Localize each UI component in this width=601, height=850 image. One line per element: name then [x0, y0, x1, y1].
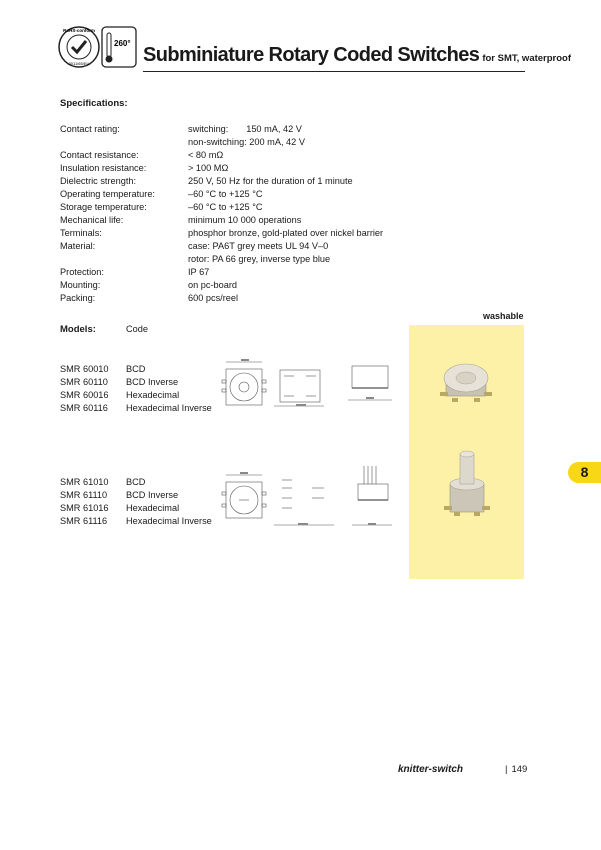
dimension-drawing-top-views: [212, 356, 406, 414]
page-number-value: 149: [511, 764, 528, 775]
model-code: BCD: [126, 477, 146, 487]
model-number: SMR 60016: [60, 390, 109, 400]
spec-label: Contact rating:: [60, 124, 120, 134]
spec-value: IP 67: [188, 267, 210, 277]
model-code: Hexadecimal: [126, 503, 180, 513]
spec-label: Terminals:: [60, 228, 102, 238]
model-code: BCD Inverse: [126, 490, 179, 500]
spec-value: non-switching: 200 mA, 42 V: [188, 137, 305, 147]
model-code: Hexadecimal: [126, 390, 180, 400]
spec-value: 600 pcs/reel: [188, 293, 239, 303]
model-number: SMR 60116: [60, 403, 108, 413]
model-number: SMR 60010: [60, 364, 109, 374]
spec-value: –60 °C to +125 °C: [188, 189, 263, 199]
model-number: SMR 60110: [60, 377, 108, 387]
spec-value: rotor: PA 66 grey, inverse type blue: [188, 254, 331, 264]
spec-label: Storage temperature:: [60, 202, 147, 212]
model-code: BCD Inverse: [126, 377, 179, 387]
product-photo-shaft-switch: [440, 448, 494, 524]
spec-label: Packing:: [60, 293, 96, 303]
page-number: [505, 764, 527, 775]
svg-text:RoHS-conform: RoHS-conform: [63, 28, 95, 33]
list-item: [60, 489, 179, 502]
code-heading: Code: [126, 324, 148, 334]
footer-divider: |: [505, 764, 508, 775]
rohs-temperature-badge: [56, 24, 138, 70]
list-item: [60, 363, 146, 376]
specifications-heading: Specifications:: [60, 98, 128, 109]
section-tab: 8: [568, 462, 601, 483]
spec-label: Insulation resistance:: [60, 163, 147, 173]
product-photo-flat-switch: [438, 360, 496, 410]
spec-value: case: PA6T grey meets UL 94 V–0: [188, 241, 329, 251]
list-item: [60, 376, 179, 389]
model-number: SMR 61010: [60, 477, 109, 487]
spec-label: Mechanical life:: [60, 215, 124, 225]
model-number: SMR 61016: [60, 503, 109, 513]
spec-label: Material:: [60, 241, 96, 251]
list-item: [60, 402, 212, 415]
spec-label: Dielectric strength:: [60, 176, 137, 186]
models-heading: Models:: [60, 324, 96, 335]
spec-value: switching: 150 mA, 42 V: [188, 124, 302, 134]
spec-value: < 80 mΩ: [188, 150, 224, 160]
list-item: [60, 515, 212, 528]
spec-label: Protection:: [60, 267, 104, 277]
footer-brand: knitter-switch: [398, 764, 464, 775]
model-number: SMR 61110: [60, 490, 108, 500]
svg-text:2011/65/EU: 2011/65/EU: [68, 61, 90, 66]
spec-value: phosphor bronze, gold-plated over nickel barrier: [188, 228, 384, 238]
spec-value: 250 V, 50 Hz for the duration of 1 minute: [188, 176, 353, 186]
list-item: [60, 502, 180, 515]
list-item: [60, 389, 180, 402]
model-code: Hexadecimal Inverse: [126, 516, 212, 526]
page-title: [143, 44, 571, 67]
model-number: SMR 61116: [60, 516, 108, 526]
spec-value: > 100 MΩ: [188, 163, 229, 173]
spec-value: –60 °C to +125 °C: [188, 202, 263, 212]
spec-label: Mounting:: [60, 280, 101, 290]
model-code: BCD: [126, 364, 146, 374]
title-subtitle: for SMT, waterproof: [482, 53, 572, 64]
list-item: [60, 476, 146, 489]
model-code: Hexadecimal Inverse: [126, 403, 212, 413]
svg-text:260°: 260°: [114, 39, 131, 48]
washable-label: washable: [483, 311, 524, 321]
spec-value: on pc-board: [188, 280, 238, 290]
spec-label: Operating temperature:: [60, 189, 155, 199]
title-rule: [143, 71, 525, 72]
title-main: Subminiature Rotary Coded Switches: [143, 44, 480, 66]
dimension-drawing-side-views: [212, 462, 406, 532]
spec-label: Contact resistance:: [60, 150, 139, 160]
spec-value: minimum 10 000 operations: [188, 215, 302, 225]
